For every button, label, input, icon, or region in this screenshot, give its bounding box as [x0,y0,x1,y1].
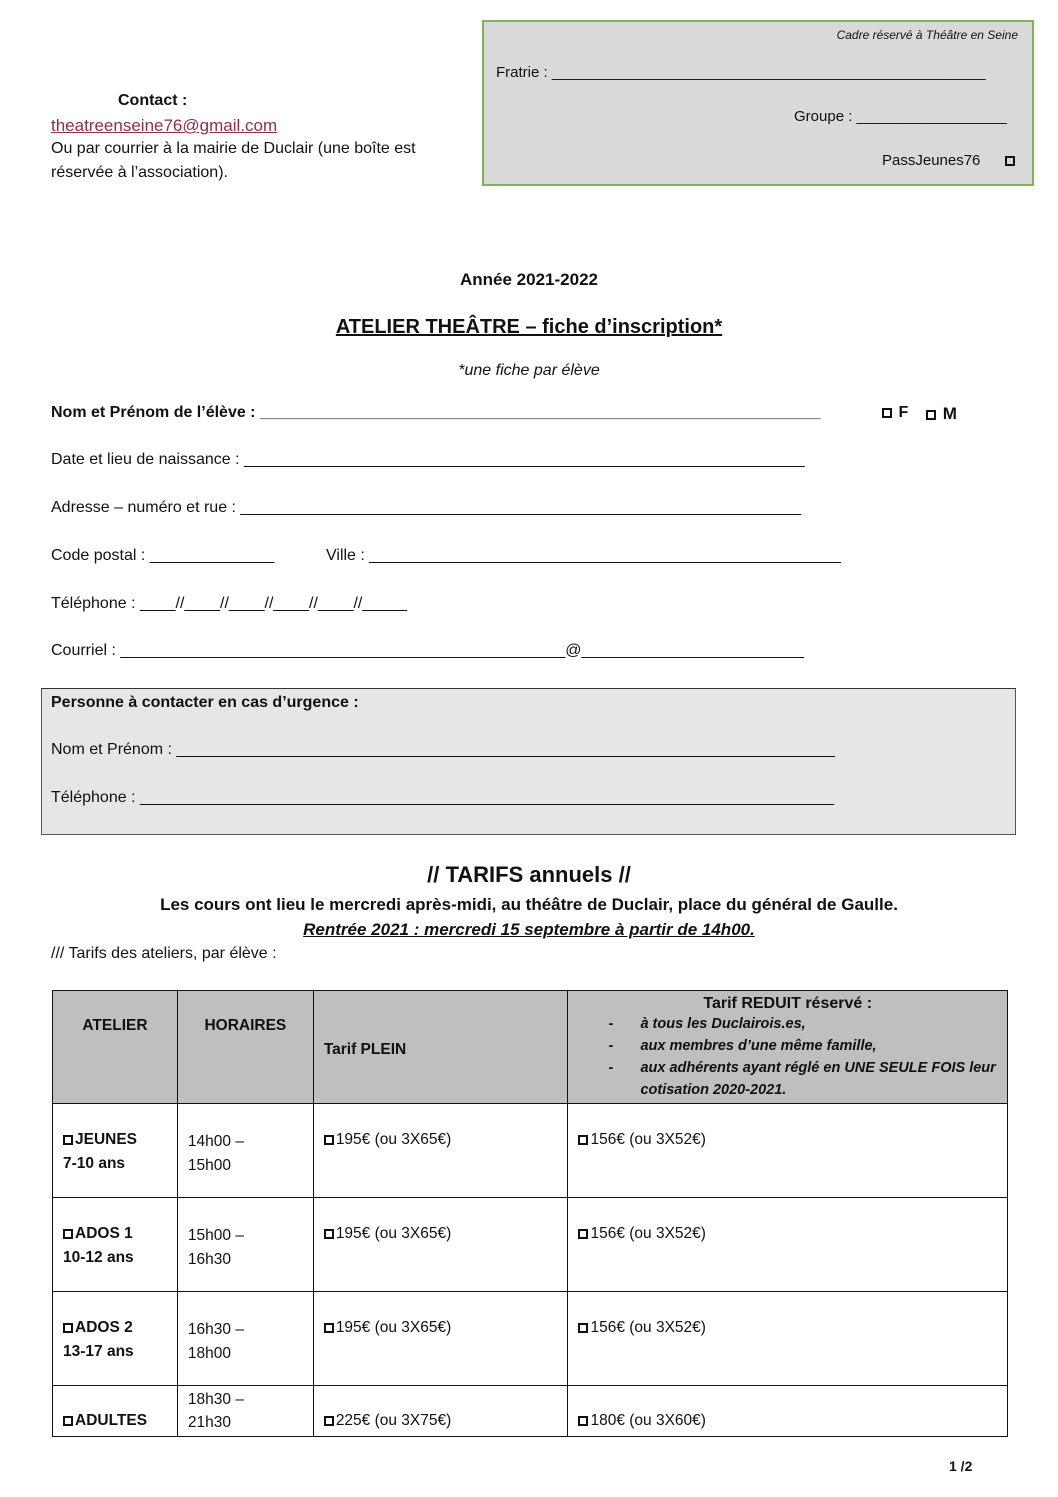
plein-option[interactable]: 195€ (ou 3X65€) [314,1292,568,1340]
city-field[interactable]: Ville : _____________________________________________________ [326,547,841,564]
emergency-contact-box [41,688,1016,835]
header-atelier: ATELIER [53,991,178,1104]
horaires-cell: 14h00 – 15h00 [187,1133,244,1174]
birth-field[interactable]: Date et lieu de naissance : _______________________________________________________________ [51,451,805,468]
emergency-phone-field[interactable]: Téléphone : ______________________________________________________________________________ [51,789,835,806]
header-horaires: HORAIRES [177,991,313,1104]
form-note: *une fiche par élève [458,362,600,379]
reduit-list [576,1013,999,1101]
plein-option[interactable]: 195€ (ou 3X65€) [314,1198,568,1246]
fratrie-field[interactable]: Fratrie : ____________________________________________________ [496,64,986,81]
school-year: Année 2021-2022 [460,270,598,289]
sex-m-label: M [942,404,957,423]
contact-title: Contact : [118,92,188,109]
sex-m-checkbox[interactable] [926,410,936,420]
contact-email-link[interactable]: theatreenseine76@gmail.com [51,116,278,135]
reduit-title: Tarif REDUIT réservé : [703,995,873,1012]
plein-option[interactable]: 195€ (ou 3X65€) [314,1104,568,1152]
contact-mail-text-2: réservée à l’association). [51,164,228,181]
postal-code-field[interactable]: Code postal : ______________ [51,547,275,564]
passjeunes-option[interactable] [882,152,1017,169]
sex-f-checkbox[interactable] [882,408,892,418]
passjeunes-label: PassJeunes76 [882,152,981,169]
email-field[interactable]: Courriel : __________________________________________________@_________________________ [51,642,804,659]
address-field[interactable]: Adresse – numéro et rue : _______________________________________________________________ [51,499,802,516]
phone-field[interactable]: Téléphone : ____//____//____//____//____//_____ [51,595,407,612]
table-row [53,1292,1008,1386]
tarifs-rentree: Rentrée 2021 : mercredi 15 septembre à partir de 14h00. [303,920,755,939]
table-row [53,1386,1008,1437]
tarifs-intro: /// Tarifs des ateliers, par élève : [51,945,277,962]
reserved-box-title: Cadre réservé à Théâtre en Seine [836,28,1018,42]
groupe-field[interactable]: Groupe : __________________ [794,108,1007,125]
atelier-ados1[interactable]: ADOS 1 10-12 ans [63,1225,134,1266]
tarifs-title: // TARIFS annuels // [427,862,631,887]
form-title: ATELIER THEÂTRE – fiche d’inscription* [335,316,723,338]
page-number: 1 /2 [949,1458,973,1474]
tarif-table [52,990,1008,1437]
table-row [53,1104,1008,1198]
reduit-option[interactable]: 156€ (ou 3X52€) [568,1292,1007,1340]
passjeunes-checkbox[interactable] [1005,156,1015,166]
emergency-title: Personne à contacter en cas d’urgence : [51,694,359,711]
header-reduit [568,991,1008,1104]
horaires-cell: 16h30 – 18h00 [187,1321,244,1362]
list-item: - aux membres d’une même famille, [608,1038,877,1054]
horaires-cell: 15h00 – 16h30 [187,1227,244,1268]
sex-f-option[interactable] [882,404,908,422]
header-plein: Tarif PLEIN [313,991,568,1104]
student-name-field[interactable]: Nom et Prénom de l’élève : _______________________________________________________________ [51,404,821,421]
reduit-option[interactable]: 180€ (ou 3X60€) [568,1412,1007,1436]
list-item: - aux adhérents ayant réglé en UNE SEULE FOIS leur cotisation 2020-2021. [608,1060,996,1098]
table-row [53,1198,1008,1292]
reduit-option[interactable]: 156€ (ou 3X52€) [568,1198,1007,1246]
atelier-adultes[interactable]: ADULTES [53,1412,177,1436]
reserved-box [482,20,1034,186]
sex-f-label: F [898,404,909,421]
atelier-jeunes[interactable]: JEUNES 7-10 ans [63,1131,138,1172]
sex-m-option[interactable] [926,404,957,424]
atelier-ados2[interactable]: ADOS 2 13-17 ans [63,1319,134,1360]
emergency-name-field[interactable]: Nom et Prénom : __________________________________________________________________________ [51,741,835,758]
table-header-row [53,991,1008,1104]
reduit-option[interactable]: 156€ (ou 3X52€) [568,1104,1007,1152]
horaires-cell: 18h30 – 21h30 [187,1391,244,1431]
plein-option[interactable]: 225€ (ou 3X75€) [314,1412,568,1436]
list-item: - à tous les Duclairois.es, [608,1016,806,1032]
tarifs-subtitle: Les cours ont lieu le mercredi après-midi, au théâtre de Duclair, place du général de Gaulle. [160,895,898,914]
contact-mail-text: Ou par courrier à la mairie de Duclair (une boîte est [51,140,416,157]
